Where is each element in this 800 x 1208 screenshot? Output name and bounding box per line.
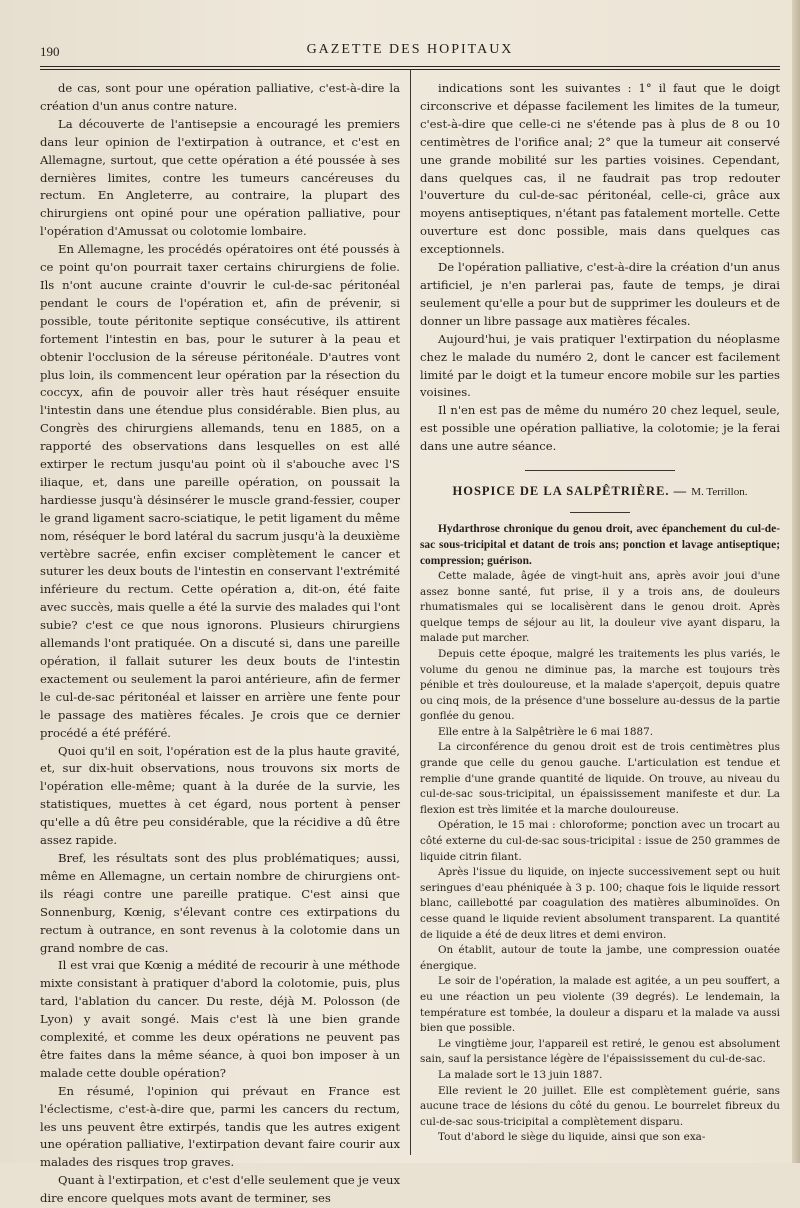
section-separator: [525, 470, 675, 471]
left-column: [40, 80, 400, 1208]
article-title: Hydarthrose chronique du genou droit, avec épanchement du cul-de-sac sous-tricipital et datant de trois ans; ponction et lavage antiseptique; compression; guérison.: [420, 522, 780, 567]
paragraph: Opération, le 15 mai : chloroforme; ponction avec un trocart au côté externe du cul-de-sac sous-tricipital : issue de 250 grammes de liquide citrin filant.: [420, 819, 780, 863]
page-edge: [792, 0, 800, 1163]
paragraph: Le soir de l'opération, la malade est agitée, a un peu souffert, a eu une réaction un peu violente (39 degrés). Le lendemain, la température est tombée, la douleur a disparu et la malade va aussi bien que possible.: [420, 975, 780, 1035]
paragraph: Quoi qu'il en soit, l'opération est de la plus haute gravité, et, sur dix-huit observations, nous trouvons six morts de l'opération elle-même; quant à la durée de la survie, les statistiques, muettes à cet égard, nous portent à penser qu'elle a dû être peu considérable, que la récidive a dû être assez rapide.: [40, 743, 400, 848]
paragraph: On établit, autour de toute la jambe, une compression ouatée énergique.: [420, 944, 780, 972]
paragraph: La circonférence du genou droit est de trois centimètres plus grande que celle du genou gauche. L'articulation est tendue et remplie d'une grande quantité de liquide. On trouve, au niveau du cul-de-sac sous-tricipital, un épaississement manifeste et dur. La flexion est très limitée et la marche douloureuse.: [420, 741, 780, 816]
paragraph: Il est vrai que Kœnig a médité de recourir à une méthode mixte consistant à pratiquer d'abord la colotomie, puis, plus tard, l'ablation du cancer. Du reste, déjà M. Polosson (de Lyon) y avait songé. Mais c'est là une bien grande complexité, et comme les deux opérations ne peuvent pas être faites dans la même séance, à quoi bon imposer à un malade cette double opération?: [40, 958, 400, 1080]
section-heading: [420, 483, 780, 502]
paragraph: Le vingtième jour, l'appareil est retiré, le genou est absolument sain, sauf la persistance légère de l'épaississement du cul-de-sac.: [420, 1037, 780, 1066]
paragraph: Il n'en est pas de même du numéro 20 chez lequel, seule, est possible une opération palliative, la colotomie; je la ferai dans une autre séance.: [420, 403, 780, 454]
header-rule: [40, 66, 780, 67]
page-header: [40, 42, 780, 64]
paragraph: Elle revient le 20 juillet. Elle est complètement guérie, sans aucune trace de lésions du côté du genou. Le bourrelet fibreux du cul-de-sac sous-tricipital a complètement disparu.: [420, 1084, 780, 1128]
paragraph: de cas, sont pour une opération palliative, c'est-à-dire la création d'un anus contre nature.: [40, 81, 400, 113]
paragraph: Elle entre à la Salpêtrière le 6 mai 1887.: [438, 725, 654, 738]
paragraph: La découverte de l'antisepsie a encouragé les premiers dans leur opinion de l'extirpation à outrance, et c'est en Allemagne, surtout, que cette opération a été poussée à ses dernières limites, contre les tumeurs cancéreuses du rectum. En Angleterre, au contraire, la plupart des chirurgiens ont opiné pour une opération palliative, pour l'opération d'Amussat ou colotomie lombaire.: [40, 116, 400, 239]
paragraph: Aujourd'hui, je vais pratiquer l'extirpation du néoplasme chez le malade du numéro 2, dont le cancer est facilement limité par le doigt et la tumeur encore mobile sur les parties voisines.: [420, 331, 780, 400]
paragraph: indications sont les suivantes : 1° il faut que le doigt circonscrive et dépasse facilement les limites de la tumeur, c'est-à-dire que celle-ci ne s'étende pas à plus de 8 ou 10 centimètres de l'orifice anal; 2° que la tumeur ait conservé une grande mobilité sur les parties voisines. Cependant, dans quelques cas, il ne faudrait pas trop redouter l'ouverture du cul-de-sac péritonéal, celle-ci, grâce aux moyens antiseptiques, n'étant pas fatalement mortelle. Cette ouverture est donc possible, mais dans quelques cas exceptionnels.: [420, 81, 780, 257]
right-column: [420, 80, 780, 1146]
paragraph: Quant à l'extirpation, et c'est d'elle seulement que je veux dire encore quelques mots avant de terminer, ses: [40, 1173, 400, 1206]
paragraph: Tout d'abord le siège du liquide, ainsi que son exa-: [438, 1131, 706, 1144]
paragraph: En résumé, l'opinion qui prévaut en France est l'éclectisme, c'est-à-dire que, parmi les cancers du rectum, les uns peuvent être extirpés, tandis que les autres exigent une opération palliative, l'extirpation devant faire courir aux malades des risques trop graves.: [40, 1083, 400, 1170]
section-heading-text: HOSPICE DE LA SALPÊTRIÈRE. —: [452, 484, 688, 499]
paragraph: Depuis cette époque, malgré les traitements les plus variés, le volume du genou ne diminue pas, la marche est toujours très pénible et très douloureuse, et la malade s'aperçoit, depuis quatre ou cinq mois, de la présence d'une bosselure au-dessus de la partie gonflée du genou.: [420, 647, 780, 723]
section-author: M. Terrillon.: [691, 486, 748, 499]
paragraph: Cette malade, âgée de vingt-huit ans, après avoir joui d'une assez bonne santé, fut prise, il y a trois ans, de douleurs rhumatismales qui se localisèrent dans le genou droit. Après quelque temps de séjour au lit, la douleur vive ayant disparu, la malade put marcher.: [420, 569, 780, 645]
paragraph: Bref, les résultats sont des plus problématiques; aussi, même en Allemagne, un certain nombre de chirurgiens ont-ils réagi contre une pareille pratique. C'est ainsi que Sonnenburg, Kœnig, s'élevant contre ces extirpations du rectum à outrance, en sont revenus à la colotomie dans un grand nombre de cas.: [40, 850, 400, 955]
page-number: 190: [40, 44, 60, 59]
paragraph: En Allemagne, les procédés opératoires ont été poussés à ce point qu'on pourrait taxer certains chirurgiens de folie. Ils n'ont aucune crainte d'ouvrir le cul-de-sac péritonéal pendant le cours de l'opération et, afin de prévenir, si possible, toute péritonite septique consécutive, ils attirent fortement l'intestin en bas, pour le suturer à la peau et obtenir l'occlusion de la séreuse péritonéale. D'autres vont plus loin, ils commencent leur opération par la résection du coccyx, afin de pouvoir aller très haut réséquer ensuite l'intestin dans une étendue plus considérable. Bien plus, au Congrès des chirurgiens allemands, tenu en 1885, on a rapporté des observations dans lesquelles on est allé extirper le rectum jusqu'au point où il s'abouche avec l'S iliaque, et, dans une pareille opération, on poussait la hardiesse jusqu'à désinsérer le muscle grand-fessier, couper le grand ligament sacro-sciatique, le petit ligament du même nom, réséquer le bord latéral du sacrum jusqu'à la deuxième vertèbre sacrée, enfin exciser complètement le cancer et suturer les deux bouts de l'intestin en conservant l'extrémité inférieure du rectum. Cette opération a, dit-on, été faite avec succès, mais quelle a été la survie des malades qui l'ont subie? c'est ce que nous ignorons. Plusieurs chirurgiens allemands l'ont pratiquée. On a discuté si, dans une pareille opération, il fallait suturer les deux bouts de l'intestin exactement ou seulement la paroi antérieure, afin de fermer le cul-de-sac péritonéal et laisser en arrière une fente pour le passage des matières fécales. Je crois que ce dernier procédé a été préféré.: [40, 242, 400, 740]
paragraph: Après l'issue du liquide, on injecte successivement sept ou huit seringues d'eau phéniquée à 3 p. 100; chaque fois le liquide ressort blanc, caillebotté par coagulation des matières albuminoïdes. On cesse quand le liquide revient absolument transparent. La quantité de liquide a été de deux litres et demi environ.: [420, 866, 780, 941]
short-separator: [570, 512, 630, 513]
column-divider: [410, 70, 411, 1155]
masthead-title: GAZETTE DES HOPITAUX: [306, 42, 514, 57]
article-body: [420, 569, 780, 1146]
paragraph: De l'opération palliative, c'est-à-dire la création d'un anus artificiel, je n'en parlerai pas, faute de temps, je dirai seulement qu'elle a pour but de supprimer les douleurs et de donner un libre passage aux matières fécales.: [420, 260, 780, 328]
paragraph: La malade sort le 13 juin 1887.: [438, 1068, 603, 1081]
